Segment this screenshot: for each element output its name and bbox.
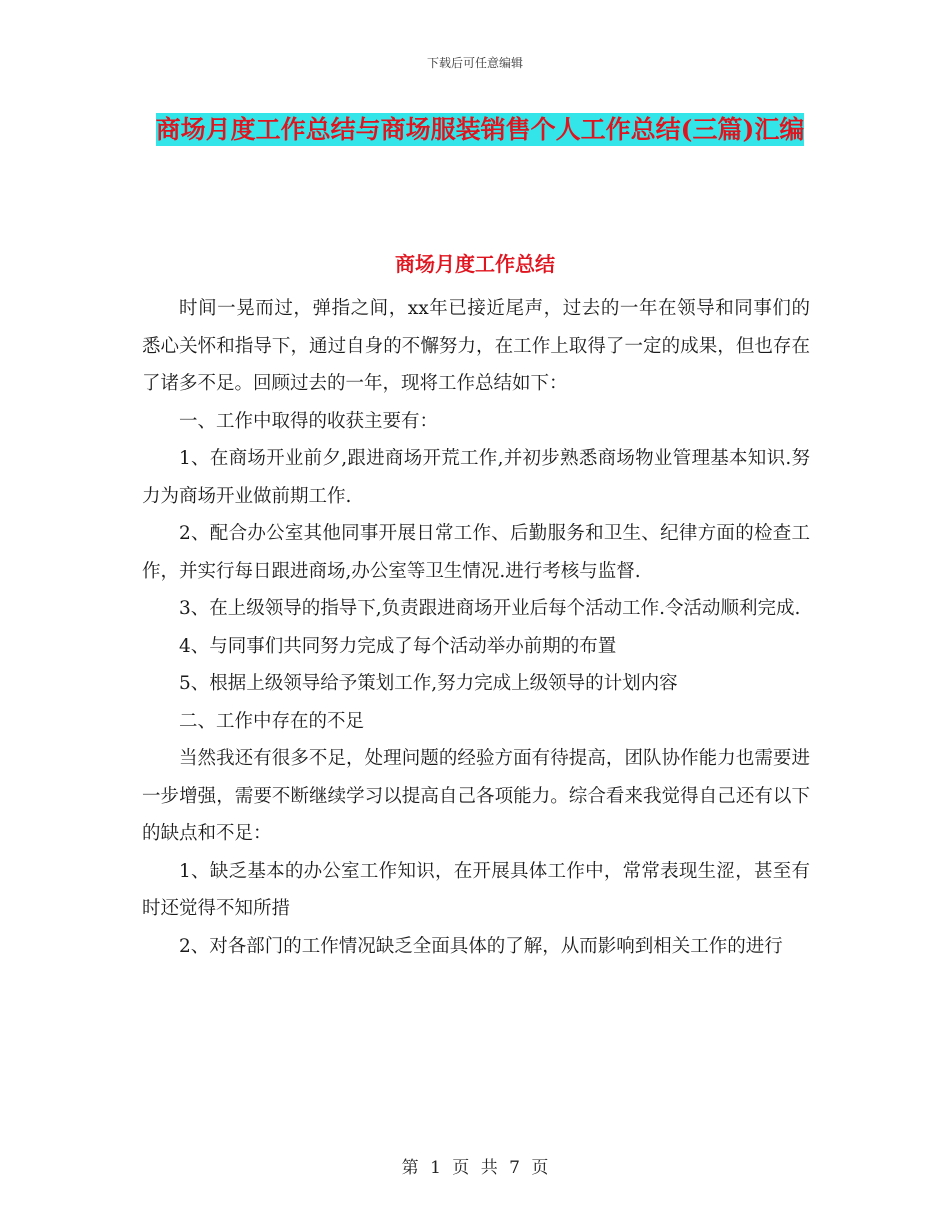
paragraph-item: 3、在上级领导的指导下,负责跟进商场开业后每个活动工作.令活动顺利完成. [179,598,801,619]
paragraph-heading-gains: 一、工作中取得的收获主要有： [179,410,439,432]
paragraph-item: 2、配合办公室其他同事开展日常工作、后勤服务和卫生、纪律方面的检查工作，并实行每日跟进商场,办公室等卫生情况.进行考核与监督. [142,523,810,582]
paragraph-item: 2、对各部门的工作情况缺乏全面具体的了解，从而影响到相关工作的进行 [179,935,783,957]
paragraph-body: 当然我还有很多不足，处理问题的经验方面有待提高，团队协作能力也需要进一步增强，需要不断继续学习以提高自己各项能力。综合看来我觉得自己还有以下的缺点和不足： [142,748,810,844]
paragraph-item: 4、与同事们共同努力完成了每个活动举办前期的布置 [179,635,617,657]
page-number: 第 1 页 共 7 页 [401,1158,549,1178]
paragraph-intro: 时间一晃而过，弹指之间，xx年已接近尾声，过去的一年在领导和同事们的悉心关怀和指导下，通过自身的不懈努力，在工作上取得了一定的成果，但也存在了诸多不足。回顾过去的一年，现将工作总结如下： [142,298,810,394]
document-title [140,108,820,152]
header-note: 下载后可任意编辑 [426,56,523,70]
document-title-text: 商场月度工作总结与商场服装销售个人工作总结(三篇)汇编 [155,115,805,144]
document-body [142,290,810,965]
paragraph-item: 1、缺乏基本的办公室工作知识，在开展具体工作中，常常表现生涩，甚至有时还觉得不知所措 [142,860,810,919]
paragraph-heading-shortcomings: 二、工作中存在的不足 [179,710,365,732]
paragraph-item: 5、根据上级领导给予策划工作,努力完成上级领导的计划内容 [179,673,678,694]
section-title: 商场月度工作总结 [395,252,555,276]
paragraph-item: 1、在商场开业前夕,跟进商场开荒工作,并初步熟悉商场物业管理基本知识.努力为商场开业做前期工作. [142,448,810,507]
